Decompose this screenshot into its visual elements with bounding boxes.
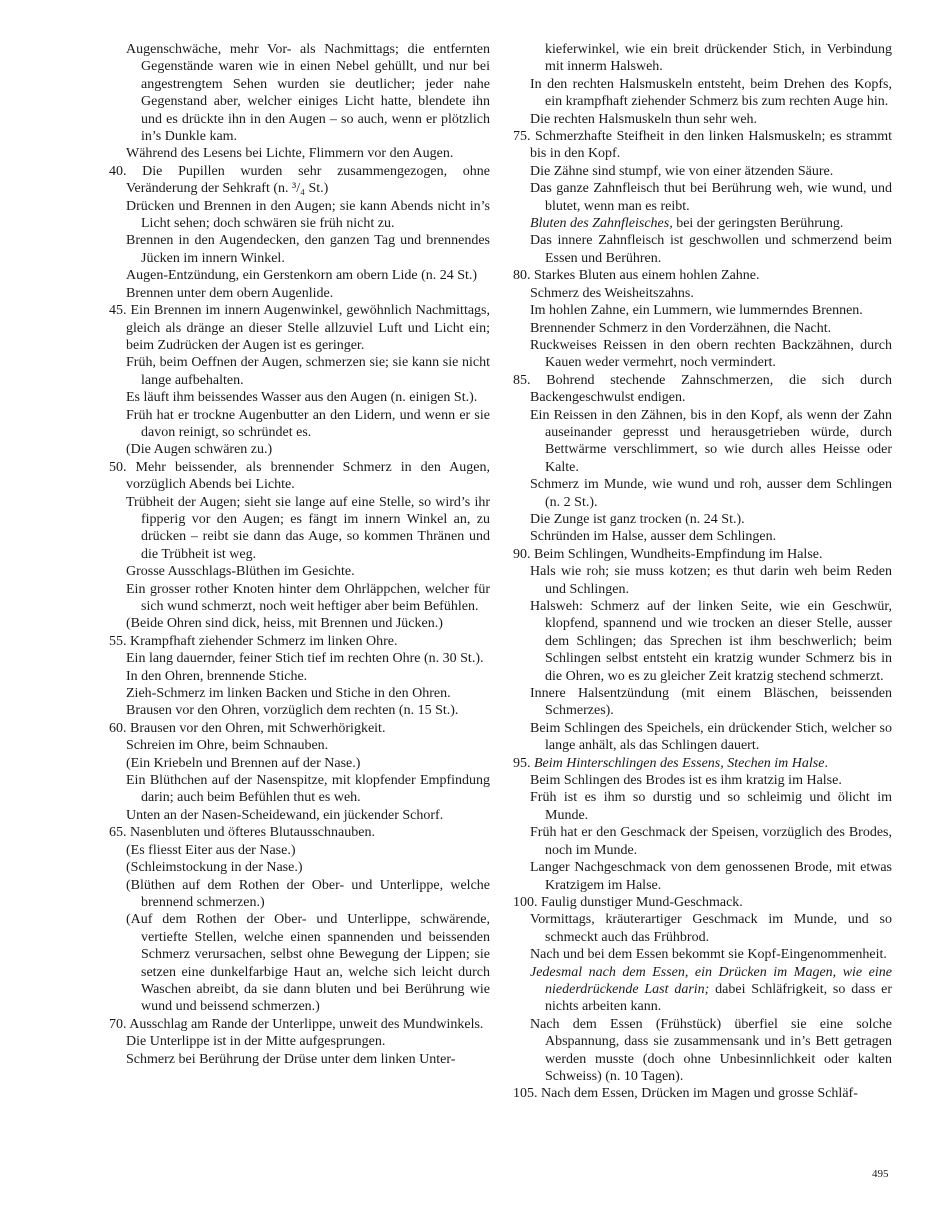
entry-text: . bbox=[824, 755, 828, 771]
numbered-entry bbox=[109, 824, 490, 841]
entry-text: Hals wie roh; sie muss kotzen; es thut darin weh beim Reden und Schlingen. bbox=[530, 564, 892, 597]
symptom-entry bbox=[109, 615, 490, 632]
entry-text: Schmerz bei Berührung der Drüse unter dem linken Unter- bbox=[126, 1051, 456, 1067]
entry-text: Unten an der Nasen-Scheidewand, ein jückender Schorf. bbox=[126, 807, 444, 823]
symptom-entry bbox=[109, 702, 490, 719]
entry-text: Früh, beim Oeffnen der Augen, schmerzen sie; sie kann sie nicht lange aufbehalten. bbox=[126, 355, 490, 388]
entry-text: Das ganze Zahnfleisch thut bei Berührung weh, wie wund, und blutet, wenn man es reibt. bbox=[530, 181, 892, 214]
numbered-entry bbox=[513, 1085, 892, 1102]
entry-text: (Beide Ohren sind dick, heiss, mit Brennen und Jücken.) bbox=[126, 616, 443, 632]
symptom-entry bbox=[513, 337, 892, 372]
entry-text: 65. Nasenbluten und öfteres Blutausschnauben. bbox=[109, 825, 375, 841]
symptom-entry bbox=[109, 650, 490, 667]
symptom-entry bbox=[513, 320, 892, 337]
numbered-entry bbox=[109, 459, 490, 494]
entry-text: Während des Lesens bei Lichte, Flimmern vor den Augen. bbox=[126, 146, 454, 162]
entry-text: Im hohlen Zahne, ein Lummern, wie lummerndes Brennen. bbox=[530, 303, 863, 319]
symptom-entry bbox=[109, 1051, 490, 1068]
entry-text: 80. Starkes Bluten aus einem hohlen Zahne. bbox=[513, 268, 760, 284]
symptom-entry bbox=[513, 789, 892, 824]
entry-text: Augen-Entzündung, ein Gerstenkorn am obern Lide (n. 24 St.) bbox=[126, 268, 478, 284]
entry-text: Schmerz im Munde, wie wund und roh, ausser dem Schlingen (n. 2 St.). bbox=[530, 477, 892, 510]
continued-entry bbox=[513, 41, 892, 76]
entry-text: (Die Augen schwären zu.) bbox=[126, 442, 273, 458]
symptom-entry bbox=[513, 528, 892, 545]
symptom-entry bbox=[513, 163, 892, 180]
symptom-entry bbox=[109, 842, 490, 859]
entry-text: Das innere Zahnfleisch ist geschwollen und schmerzend beim Essen und Berühren. bbox=[530, 233, 892, 266]
entry-text: bei der geringsten Berührung. bbox=[672, 216, 844, 232]
entry-text: Beim Schlingen des Speichels, ein drückender Stich, welcher so lange anhält, als das Schlingen dauert. bbox=[530, 720, 892, 754]
entry-text: dabei Schläfrigkeit, so dass er nichts arbeiten kann. bbox=[545, 981, 892, 1015]
entry-text: Grosse Ausschlags-Blüthen im Gesichte. bbox=[126, 564, 355, 580]
entry-text: (Blüthen auf dem Rothen der Ober- und Unterlippe, welche brennend schmerzen.) bbox=[126, 877, 490, 910]
symptom-entry bbox=[513, 824, 892, 859]
entry-text: 70. Ausschlag am Rande der Unterlippe, unweit des Mundwinkels. bbox=[109, 1016, 484, 1032]
entry-text: (Schleimstockung in der Nase.) bbox=[126, 860, 303, 876]
numbered-entry bbox=[513, 128, 892, 163]
entry-text: Ein lang dauernder, feiner Stich tief im rechten Ohre (n. 30 St.). bbox=[126, 651, 484, 667]
italic-text: Beim Hinterschlingen des Essens, Stechen im Halse bbox=[534, 755, 825, 771]
entry-text: Brausen vor den Ohren, vorzüglich dem rechten (n. 15 St.). bbox=[126, 703, 459, 719]
symptom-entry bbox=[109, 354, 490, 389]
symptom-entry bbox=[109, 494, 490, 564]
entry-text: Die Zunge ist ganz trocken (n. 24 St.). bbox=[530, 511, 745, 527]
symptom-entry bbox=[109, 755, 490, 772]
symptom-entry bbox=[513, 476, 892, 511]
symptom-entry bbox=[109, 267, 490, 284]
numbered-entry bbox=[109, 633, 490, 650]
entry-text: Brennender Schmerz in den Vorderzähnen, die Nacht. bbox=[530, 320, 832, 336]
symptom-entry bbox=[109, 877, 490, 912]
symptom-entry bbox=[513, 964, 892, 1016]
symptom-entry bbox=[513, 285, 892, 302]
symptom-entry bbox=[513, 911, 892, 946]
entry-text: 75. Schmerzhafte Steifheit in den linken Halsmuskeln; es strammt bis in den Kopf. bbox=[513, 129, 892, 162]
entry-text: In den rechten Halsmuskeln entsteht, beim Drehen des Kopfs, ein krampfhaft ziehender Schmerz bis zum rechten Auge hin. bbox=[530, 76, 892, 110]
entry-text: (Auf dem Rothen der Ober- und Unterlippe, schwärende, vertiefte Stellen, welche einen spannenden und beissenden Schmerz verursachen, selbst ohne Bewegung der Lippen; sie setzen eine dunkelfarbige Haut an, welche sich leicht durch Waschen abreibt, da sie dann bluten und bei Berührung wie wund und beissend schmerzen.) bbox=[126, 912, 490, 1015]
numbered-entry bbox=[109, 1016, 490, 1033]
entry-text: 55. Krampfhaft ziehender Schmerz im linken Ohre. bbox=[109, 633, 398, 649]
entry-text: Ruckweises Reissen in den obern rechten Backzähnen, durch Kauen weder vermehrt, noch vermindert. bbox=[530, 337, 892, 371]
symptom-entry bbox=[513, 76, 892, 111]
numbered-entry bbox=[109, 302, 490, 354]
entry-text: Vormittags, kräuterartiger Geschmack im Munde, und so schmeckt auch das Frühbrod. bbox=[530, 912, 892, 945]
symptom-entry bbox=[513, 685, 892, 720]
symptom-entry bbox=[109, 1033, 490, 1050]
entry-text: Die Zähne sind stumpf, wie von einer ätzenden Säure. bbox=[530, 163, 834, 179]
entry-text: Früh hat er trockne Augenbutter an den Lidern, und wenn er sie davon reinigt, so schründet es. bbox=[126, 407, 490, 440]
entry-text: 45. Ein Brennen im innern Augenwinkel, gewöhnlich Nachmittags, gleich als dränge an dieser Stelle allzuviel Luft und Licht ein; beim Zudrücken der Augen ist es geringer. bbox=[109, 303, 490, 353]
symptom-entry bbox=[109, 389, 490, 406]
symptom-entry bbox=[513, 859, 892, 894]
numbered-entry bbox=[513, 372, 892, 407]
entry-text: Die rechten Halsmuskeln thun sehr weh. bbox=[530, 111, 758, 127]
entry-text: Zieh-Schmerz im linken Backen und Stiche in den Ohren. bbox=[126, 686, 451, 702]
symptom-entry bbox=[513, 772, 892, 789]
entry-text: Langer Nachgeschmack von dem genossenen Brode, mit etwas Kratzigem im Halse. bbox=[530, 860, 892, 893]
symptom-entry bbox=[109, 232, 490, 267]
symptom-entry bbox=[513, 563, 892, 598]
entry-text: (Es fliesst Eiter aus der Nase.) bbox=[126, 842, 296, 858]
entry-text: Früh ist es ihm so durstig und so schleimig und ölicht im Munde. bbox=[530, 790, 892, 823]
entry-text: Schründen im Halse, ausser dem Schlingen. bbox=[530, 529, 777, 545]
page-number: 495 bbox=[872, 1168, 889, 1180]
symptom-entry bbox=[109, 737, 490, 754]
entry-text: Halsweh: Schmerz auf der linken Seite, wie ein Geschwür, klopfend, spannend und wie trocken an dieser Stelle, ausser dem Schlingen; das Sprechen ist ihm beschwerlich; beim Schlingen selbst entsteht ein kratzig wunder Schmerz bis in die Ohren, wo es zu gleicher Zeit kratzig stechend schmerzt. bbox=[530, 599, 892, 684]
entry-text: 85. Bohrend stechende Zahnschmerzen, die sich durch Backengeschwulst endigen. bbox=[513, 372, 892, 406]
entry-text: Drücken und Brennen in den Augen; sie kann Abends nicht in’s Licht sehen; doch schwären sie früh nicht zu. bbox=[126, 198, 490, 232]
symptom-entry bbox=[513, 302, 892, 319]
entry-text: Innere Halsentzündung (mit einem Bläschen, beissenden Schmerzes). bbox=[530, 686, 892, 719]
entry-text: Ein grosser rother Knoten hinter dem Ohrläppchen, welcher für sich wund schmerzt, noch weit heftiger aber beim Befühlen. bbox=[126, 581, 490, 614]
entry-text: Schreien im Ohre, beim Schnauben. bbox=[126, 738, 329, 754]
entry-text: Brennen unter dem obern Augenlide. bbox=[126, 285, 334, 301]
entry-text: 100. Faulig dunstiger Mund-Geschmack. bbox=[513, 894, 743, 910]
symptom-entry bbox=[109, 772, 490, 807]
symptom-entry bbox=[109, 581, 490, 616]
numbered-entry bbox=[513, 894, 892, 911]
entry-text: Beim Schlingen des Brodes ist es ihm kratzig im Halse. bbox=[530, 773, 842, 789]
symptom-entry bbox=[109, 807, 490, 824]
italic-text: Bluten des Zahnfleisches, bbox=[530, 216, 673, 232]
symptom-entry bbox=[109, 859, 490, 876]
entry-text: Es läuft ihm beissendes Wasser aus den Augen (n. einigen St.). bbox=[126, 390, 478, 406]
symptom-entry bbox=[109, 285, 490, 302]
symptom-entry bbox=[109, 911, 490, 1015]
numbered-entry bbox=[109, 163, 490, 198]
symptom-entry bbox=[513, 215, 892, 232]
numbered-entry bbox=[109, 720, 490, 737]
italic-text: Jedesmal nach dem Essen, ein Drücken im Magen, wie eine niederdrückende Last darin; bbox=[530, 964, 892, 997]
symptom-entry bbox=[109, 441, 490, 458]
entry-text: 60. Brausen vor den Ohren, mit Schwerhörigkeit. bbox=[109, 720, 386, 736]
entry-text: Trübheit der Augen; sieht sie lange auf eine Stelle, so wird’s ihr fipperig vor den Augen; es fängt im innern Winkel an, zu drücken – reibt sie dann das Auge, so kommen Thränen und die Trübheit ist weg. bbox=[126, 494, 490, 562]
entry-text: kieferwinkel, wie ein breit drückender Stich, in Verbindung mit innerm Halsweh. bbox=[545, 42, 892, 75]
numbered-entry bbox=[513, 546, 892, 563]
entry-number: 95. bbox=[513, 755, 534, 771]
symptom-entry bbox=[513, 1016, 892, 1086]
entry-text: Ein Reissen in den Zähnen, bis in den Kopf, als wenn der Zahn auseinander gepresst und herausgetrieben würde, durch Bettwärme verschlimmert, so wie durch alles Heisse oder Kalte. bbox=[530, 407, 892, 475]
symptom-entry bbox=[109, 145, 490, 162]
right-column bbox=[513, 41, 892, 1103]
symptom-entry bbox=[109, 668, 490, 685]
entry-text: Früh hat er den Geschmack der Speisen, vorzüglich des Brodes, noch im Munde. bbox=[530, 825, 892, 858]
entry-text: Nach und bei dem Essen bekommt sie Kopf-Eingenommenheit. bbox=[530, 947, 887, 963]
entry-text: 105. Nach dem Essen, Drücken im Magen und grosse Schläf- bbox=[513, 1086, 858, 1102]
numbered-entry bbox=[513, 267, 892, 284]
entry-text: Nach dem Essen (Frühstück) überfiel sie eine solche Abspannung, dass sie zusammensank und in’s Bett getragen werden musste (doch ohne Unbesinnlichkeit oder kalten Schweiss) (n. 10 Tagen). bbox=[530, 1016, 892, 1084]
left-column bbox=[109, 41, 490, 1068]
symptom-entry bbox=[513, 111, 892, 128]
symptom-entry bbox=[109, 407, 490, 442]
entry-text: 40. Die Pupillen wurden sehr zusammengezogen, ohne Veränderung der Sehkraft (n. ³/₄ St.) bbox=[109, 163, 490, 197]
entry-text: Brennen in den Augendecken, den ganzen Tag und brennendes Jücken im innern Winkel. bbox=[126, 233, 490, 266]
entry-text: Die Unterlippe ist in der Mitte aufgesprungen. bbox=[126, 1034, 386, 1050]
entry-text: Ein Blüthchen auf der Nasenspitze, mit klopfender Empfindung darin; auch beim Befühlen thut es weh. bbox=[126, 773, 490, 806]
entry-text: 50. Mehr beissender, als brennender Schmerz in den Augen, vorzüglich Abends bei Lichte. bbox=[109, 459, 490, 493]
entry-text: 90. Beim Schlingen, Wundheits-Empfindung im Halse. bbox=[513, 546, 823, 562]
entry-text: In den Ohren, brennende Stiche. bbox=[126, 668, 308, 684]
numbered-entry bbox=[513, 755, 892, 772]
entry-text: Schmerz des Weisheitszahns. bbox=[530, 285, 694, 301]
entry-text: (Ein Kriebeln und Brennen auf der Nase.) bbox=[126, 755, 361, 771]
symptom-entry bbox=[109, 563, 490, 580]
symptom-entry bbox=[513, 511, 892, 528]
symptom-entry bbox=[109, 41, 490, 145]
symptom-entry bbox=[109, 685, 490, 702]
symptom-entry bbox=[513, 720, 892, 755]
symptom-entry bbox=[109, 198, 490, 233]
symptom-entry bbox=[513, 946, 892, 963]
symptom-entry bbox=[513, 180, 892, 215]
symptom-entry bbox=[513, 598, 892, 685]
entry-text: Augenschwäche, mehr Vor- als Nachmittags; die entfernten Gegenstände waren wie in einen Nebel gehüllt, und nur bei angestrengtem Sehen wurden sie deutlicher; jeder nahe Gegenstand aber, welcher einiges Licht hatte, blendete ihn und es drückte ihn in den Augen – so auch, wenn er plötzlich in’s Dunkle kam. bbox=[126, 42, 490, 145]
symptom-entry bbox=[513, 407, 892, 477]
symptom-entry bbox=[513, 232, 892, 267]
